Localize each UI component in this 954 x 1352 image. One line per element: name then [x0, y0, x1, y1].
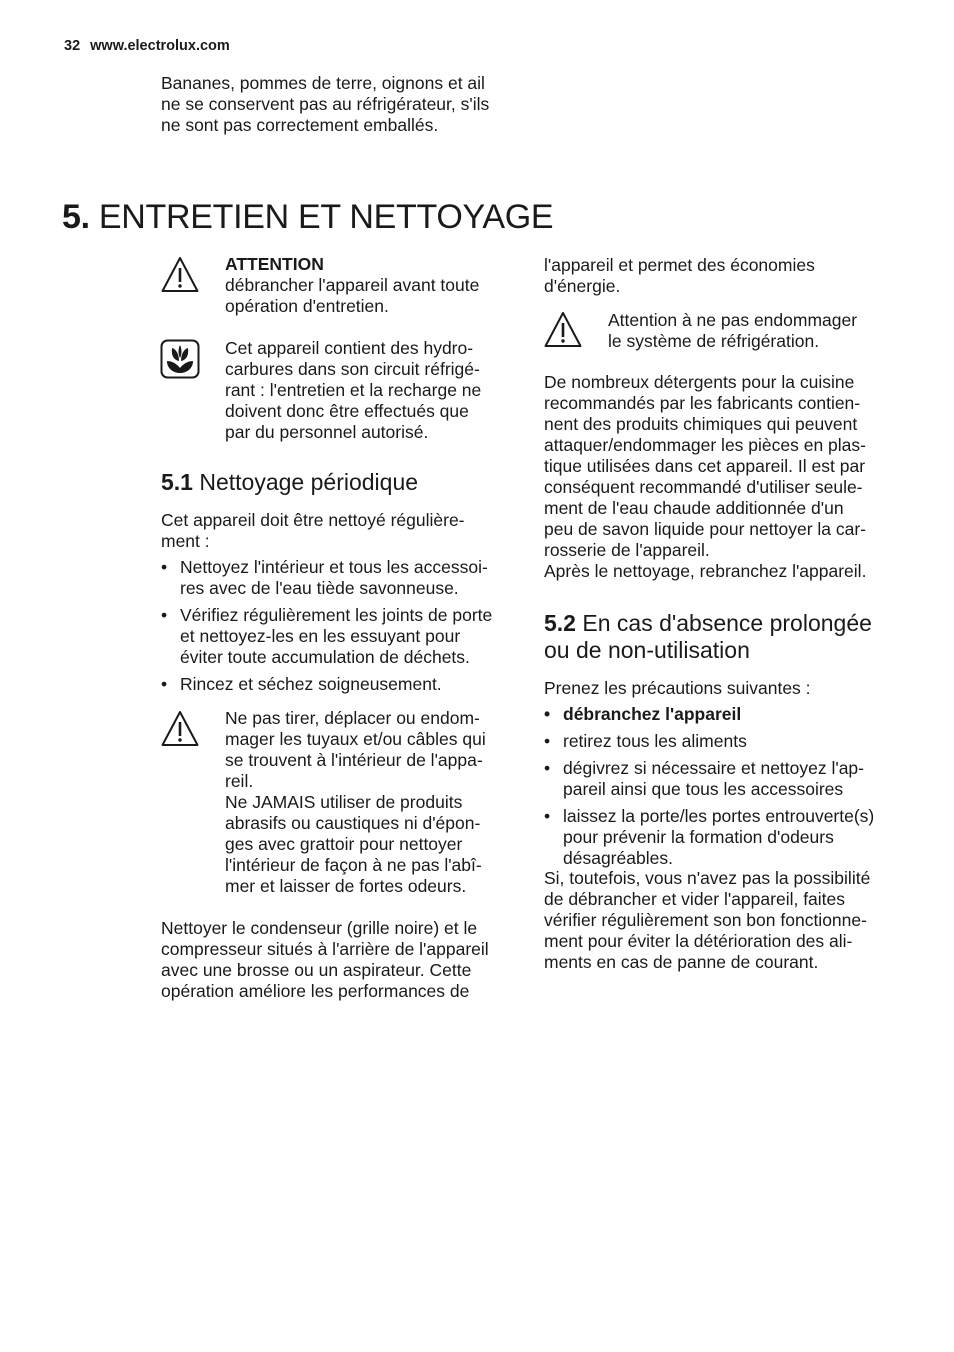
text-line: ne se conservent pas au réfrigérateur, s'ils: [161, 94, 490, 114]
text-line: • dégivrez si nécessaire et nettoyez l'ap-: [563, 758, 864, 778]
text-line: opération améliore les performances de: [161, 981, 470, 1001]
text-line: le système de réfrigération.: [608, 331, 820, 351]
text-line: • Nettoyez l'intérieur et tous les accessoi-: [180, 557, 488, 577]
text-line: vérifier régulièrement son bon fonctionne-: [544, 910, 867, 930]
text-line: Ne pas tirer, déplacer ou endom-: [225, 708, 480, 728]
text-line: peu de savon liquide pour nettoyer la car-: [544, 519, 867, 539]
text-line: De nombreux détergents pour la cuisine: [544, 372, 855, 392]
text-line: l'appareil et permet des économies: [544, 255, 815, 275]
subsection-5-2-list: [544, 704, 914, 869]
text-line: ments en cas de panne de courant.: [544, 952, 819, 972]
text-line: • débranchez l'appareil: [563, 704, 742, 724]
text-line: doivent donc être effectués que: [225, 401, 469, 421]
warning-title: ATTENTION: [225, 254, 324, 274]
text-line: pareil ainsi que tous les accessoires: [563, 779, 844, 799]
text-line: tique utilisées dans cet appareil. Il est par: [544, 456, 866, 476]
text-line: conséquent recommandé d'utiliser seule-: [544, 477, 863, 497]
text-line: ment pour éviter la détérioration des ali-: [544, 931, 853, 951]
text-line: nent des produits chimiques qui peuvent: [544, 414, 858, 434]
environment-note: [225, 338, 515, 443]
text-line: attaquer/endommager les pièces en plas-: [544, 435, 866, 455]
subsection-5-1-list: [161, 557, 521, 701]
warning-icon: [160, 255, 200, 295]
text-line: res avec de l'eau tiède savonneuse.: [180, 578, 459, 598]
text-line: • retirez tous les aliments: [563, 731, 747, 751]
subsection-number: 5.2: [544, 610, 576, 636]
detergents-paragraph: [544, 372, 914, 582]
warning-refrigeration-block: [608, 310, 908, 352]
text-line: désagréables.: [563, 848, 673, 868]
subsection-title-text: Nettoyage périodique: [199, 469, 419, 495]
list-item: [161, 557, 521, 599]
subsection-5-1-title: [161, 469, 418, 496]
warning-attention-block: [225, 254, 515, 317]
text-line: mager les tuyaux et/ou câbles qui: [225, 729, 486, 749]
text-line: Prenez les précautions suivantes :: [544, 678, 811, 698]
list-item: [544, 731, 914, 752]
text-line: mer et laisser de fortes odeurs.: [225, 876, 467, 896]
condenser-paragraph: [161, 918, 531, 1002]
text-line: ment :: [161, 531, 210, 551]
list-item: [544, 758, 914, 800]
warning-cables-block: [225, 708, 520, 897]
text-line: • laissez la porte/les portes entrouverte(s): [563, 806, 875, 826]
text-line: • Rincez et séchez soigneusement.: [180, 674, 442, 694]
text-line: Cet appareil contient des hydro-: [225, 338, 474, 358]
subsection-5-2-title: [544, 610, 914, 664]
text-line: reil.: [225, 771, 254, 791]
text-line: d'énergie.: [544, 276, 621, 296]
website-url: www.electrolux.com: [90, 38, 230, 54]
list-item: [544, 704, 914, 725]
text-line: ges avec grattoir pour nettoyer: [225, 834, 463, 854]
text-line: avec une brosse ou un aspirateur. Cette: [161, 960, 472, 980]
subsection-5-2-outro: [544, 868, 914, 973]
section-number: 5.: [62, 198, 90, 236]
page-number: 32: [64, 38, 81, 54]
text-line: rosserie de l'appareil.: [544, 540, 710, 560]
text-line: rant : l'entretien et la recharge ne: [225, 380, 482, 400]
intro-paragraph: [161, 73, 521, 136]
text-line: Bananes, pommes de terre, oignons et ail: [161, 73, 485, 93]
section-title-text: ENTRETIEN ET NETTOYAGE: [98, 198, 554, 236]
warning-icon: [543, 310, 583, 350]
text-line: et nettoyez-les en les essuyant pour: [180, 626, 461, 646]
subsection-5-2-intro: [544, 678, 904, 699]
section-title: [62, 194, 553, 240]
condenser-paragraph-continued: [544, 255, 904, 297]
subsection-title-text: En cas d'absence prolongée: [582, 610, 872, 636]
text-line: carbures dans son circuit réfrigé-: [225, 359, 480, 379]
text-line: se trouvent à l'intérieur de l'appa-: [225, 750, 483, 770]
text-line: Ne JAMAIS utiliser de produits: [225, 792, 463, 812]
text-line: l'intérieur de façon à ne pas l'abî-: [225, 855, 482, 875]
subsection-number: 5.1: [161, 469, 193, 495]
text-line: par du personnel autorisé.: [225, 422, 429, 442]
text-line: éviter toute accumulation de déchets.: [180, 647, 470, 667]
text-line: Attention à ne pas endommager: [608, 310, 858, 330]
subsection-5-1-intro: [161, 510, 521, 552]
text-line: de débrancher et vider l'appareil, faites: [544, 889, 846, 909]
warning-icon: [160, 709, 200, 749]
list-item: [161, 674, 521, 695]
text-line: Cet appareil doit être nettoyé régulière-: [161, 510, 465, 530]
text-line: Nettoyer le condenseur (grille noire) et le: [161, 918, 478, 938]
text-line: recommandés par les fabricants contien-: [544, 393, 861, 413]
list-item: [161, 605, 521, 668]
text-line: compresseur situés à l'arrière de l'appareil: [161, 939, 489, 959]
text-line: ment de l'eau chaude additionnée d'un: [544, 498, 844, 518]
text-line: opération d'entretien.: [225, 296, 389, 316]
text-line: Si, toutefois, vous n'avez pas la possibilité: [544, 868, 871, 888]
subsection-title-text: ou de non-utilisation: [544, 637, 750, 663]
text-line: débrancher l'appareil avant toute: [225, 275, 480, 295]
text-line: abrasifs ou caustiques ni d'épon-: [225, 813, 481, 833]
text-line: pour prévenir la formation d'odeurs: [563, 827, 834, 847]
environment-icon: [160, 339, 200, 379]
text-line: ne sont pas correctement emballés.: [161, 115, 439, 135]
text-line: Après le nettoyage, rebranchez l'appareil.: [544, 561, 867, 581]
list-item: [544, 806, 914, 869]
text-line: • Vérifiez régulièrement les joints de porte: [180, 605, 493, 625]
page-header: [64, 38, 230, 54]
